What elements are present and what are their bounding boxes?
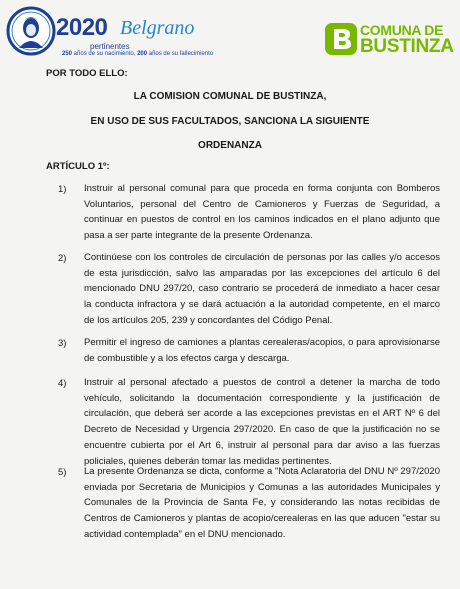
item-number: 5) xyxy=(58,467,67,478)
tagline-text-2: años de su fallecimiento xyxy=(147,51,214,57)
preamble: POR TODO ELLO: xyxy=(46,68,128,79)
logo-tagline xyxy=(62,51,213,58)
item-number: 2) xyxy=(58,253,67,264)
tagline-number-2: 200 xyxy=(137,51,148,57)
belgrano-portrait-icon xyxy=(6,6,56,56)
tagline-number-1: 250 xyxy=(62,51,73,57)
comuna-bustinza-logo xyxy=(324,22,456,58)
tagline-text-1: años de su nacimiento, xyxy=(72,51,138,57)
item-text: Instruir al personal afectado a puestos de control a detener la marcha de todo vehículo, solicitando la documentación correspondiente y la justificación de circulación, que deberá ser acorde a las excepciones previstas en el ART Nº 6 del Decreto de Necesidad y Urgencia 297/2020. En caso de que la justificación no se encuentre cubierta por el Art 6, instruir al personal para dar aviso a las fuerzas policiales, quienes deberán tomar las medidas pertinentes. xyxy=(84,377,440,467)
item-number: 3) xyxy=(58,338,67,349)
comuna-b-emblem-icon xyxy=(324,22,358,56)
logo-name: Belgrano xyxy=(120,17,195,39)
item-text: Instruir al personal comunal para que proceda en forma conjunta con Bomberos Voluntarios, personal del Centro de Camioneros y Fuerzas de Seguridad, a continuar en puestos de control en los caminos indicados en el plano adjunto que pasa a ser parte integrante de la presente Ordenanza. xyxy=(84,183,440,242)
article-heading: ARTÍCULO 1º: xyxy=(46,161,110,172)
title-line-1: LA COMISION COMUNAL DE BUSTINZA, xyxy=(133,91,327,102)
logo-year: 2020 xyxy=(56,14,108,41)
item-text: Permitir el ingreso de camiones a plantas cerealeras/acopios, o para aprovisionarse de combustible y a los efectos carga y descarga. xyxy=(84,337,440,364)
title-line-3: ORDENANZA xyxy=(198,140,262,151)
item-text: Continúese con los controles de circulación de personas por las calles y/o accesos de esta jurisdicción, salvo las amparadas por las excepciones del artículo 6 del mencionado DNU 297/20, caso contrario se procederá de inmediato a hacer cesar la conducta infractora y se dará actuación a la autoridad competente, en el marco de los artículos 205, 239 y concordantes del Código Penal. xyxy=(84,252,440,326)
item-text: La presente Ordenanza se dicta, conforme a "Nota Aclaratoria del DNU Nº 297/2020 enviada por Secretaria de Municipios y Comunas a las autoridades Municipales y Comunales de la Provincia de Santa Fe, y considerando las notas recibidas de Centros de Camioneros y plantas de acopio/cerealeras en las que aducen "estar su actividad contemplada" en el DNU mencionado. xyxy=(84,466,440,540)
item-number: 4) xyxy=(58,378,67,389)
belgrano-2020-logo xyxy=(6,6,236,60)
title-line-2: EN USO DE SUS FACULTADOS, SANCIONA LA SIGUIENTE xyxy=(90,116,370,127)
item-number: 1) xyxy=(58,184,67,195)
comuna-logo-line1: COMUNA DE xyxy=(360,22,444,38)
logo-subtitle: pertinentes xyxy=(90,42,130,51)
comuna-logo-line2: BUSTINZA xyxy=(360,36,454,57)
